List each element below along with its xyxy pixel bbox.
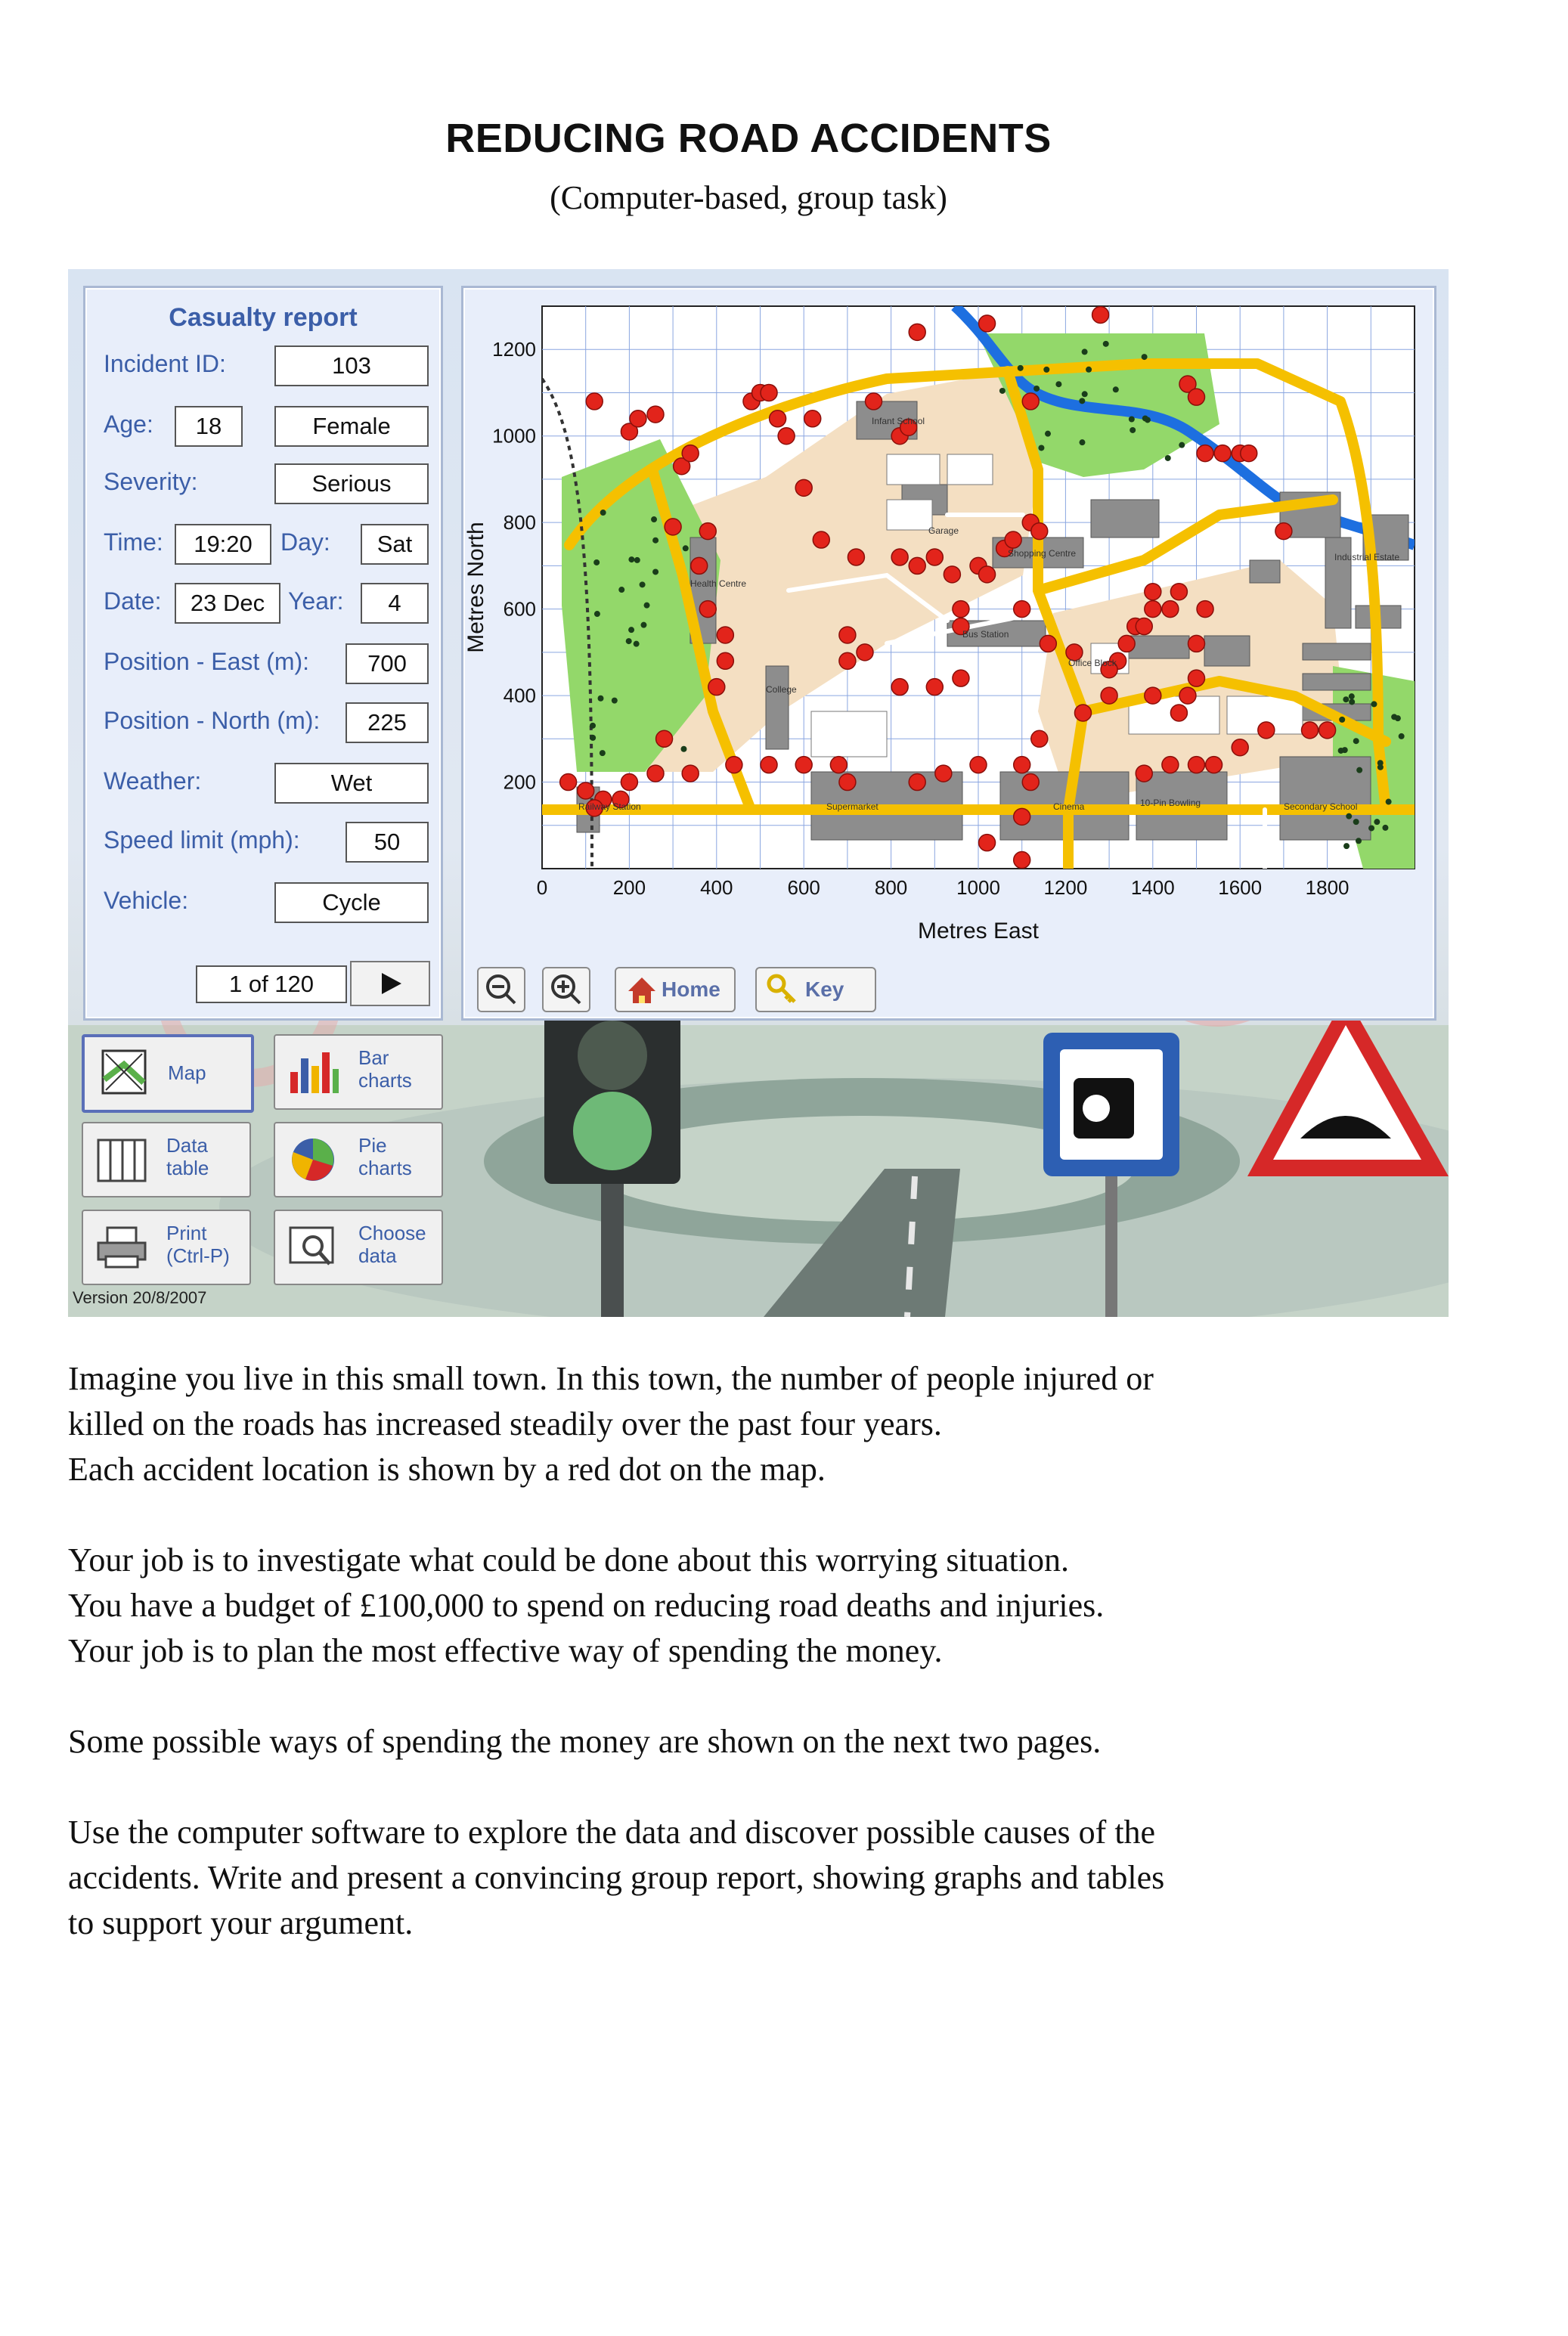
page-subtitle: (Computer-based, group task): [550, 179, 947, 216]
accident-marker[interactable]: [848, 549, 864, 565]
y-tick-label: 200: [503, 770, 536, 794]
accident-marker[interactable]: [1214, 445, 1231, 462]
tree-icon: [652, 569, 658, 575]
tree-icon: [590, 735, 596, 741]
record-counter: 1 of 120: [196, 965, 347, 1003]
zoom-in-button[interactable]: [542, 967, 590, 1012]
accident-marker[interactable]: [1014, 757, 1030, 773]
map-panel: [461, 286, 1436, 1021]
accident-marker[interactable]: [1022, 393, 1039, 410]
accident-marker[interactable]: [717, 627, 733, 643]
year-label: Year:: [288, 587, 344, 615]
cinema-label: Cinema: [1053, 801, 1085, 812]
health-centre-label: Health Centre: [690, 578, 747, 589]
accident-marker[interactable]: [691, 557, 708, 574]
zoom-out-button[interactable]: [477, 967, 525, 1012]
tree-icon: [1082, 349, 1088, 355]
print-button[interactable]: [82, 1210, 251, 1285]
report-title: Casualty report: [169, 303, 358, 332]
tree-icon: [1343, 696, 1349, 702]
day-field[interactable]: Sat: [361, 524, 429, 565]
tree-icon: [1129, 417, 1135, 423]
accident-marker[interactable]: [630, 411, 646, 427]
time-field[interactable]: 19:20: [175, 524, 271, 565]
accident-marker[interactable]: [1188, 389, 1205, 405]
tree-icon: [652, 538, 658, 544]
tree-icon: [1371, 701, 1377, 707]
accident-marker[interactable]: [647, 406, 664, 423]
accident-marker[interactable]: [1040, 635, 1056, 652]
pie-chart-icon: [287, 1137, 340, 1182]
paragraph-line: Some possible ways of spending the money are shown on the next two pages.: [68, 1723, 1102, 1760]
casualty-report-panel: [83, 286, 443, 1021]
town-map[interactable]: [463, 288, 1434, 953]
tree-icon: [594, 611, 600, 617]
incident-id-field[interactable]: 103: [274, 345, 429, 386]
paragraph-line: Each accident location is shown by a red dot on the map.: [68, 1451, 826, 1488]
accident-marker[interactable]: [979, 566, 996, 583]
tree-icon: [1374, 819, 1380, 825]
home-label: Home: [662, 977, 720, 1001]
accident-marker[interactable]: [970, 757, 987, 773]
accident-marker[interactable]: [979, 315, 996, 332]
table-icon: [95, 1137, 148, 1182]
accident-marker[interactable]: [795, 479, 812, 496]
zoom-in-icon: [544, 968, 589, 1011]
play-arrow-icon: [352, 962, 429, 1005]
x-tick-label: 1000: [956, 876, 1000, 899]
tree-icon: [1386, 799, 1392, 805]
paragraph-instructions: [68, 1810, 1474, 1946]
accident-marker[interactable]: [1179, 687, 1196, 704]
incident-id-label: Incident ID:: [104, 350, 226, 377]
tree-icon: [1055, 381, 1061, 387]
accident-marker[interactable]: [1022, 774, 1039, 791]
accident-marker[interactable]: [778, 428, 795, 445]
version-label: Version 20/8/2007: [73, 1288, 207, 1307]
accident-marker[interactable]: [839, 652, 856, 669]
x-tick-label: 600: [787, 876, 820, 899]
severity-field[interactable]: Serious: [274, 463, 429, 504]
home-icon: [622, 968, 660, 1011]
accident-marker[interactable]: [578, 782, 594, 799]
tree-icon: [598, 696, 604, 702]
accident-marker[interactable]: [1302, 722, 1319, 739]
tree-icon: [1082, 391, 1088, 397]
accident-marker[interactable]: [560, 774, 577, 791]
tree-icon: [640, 622, 646, 628]
paragraph-line: Imagine you live in this small town. In this town, the number of people injured or: [68, 1360, 1154, 1397]
tree-icon: [634, 641, 640, 647]
paragraph-task: [68, 1538, 1474, 1674]
railway-station-label: Railway Station: [578, 801, 641, 812]
x-tick-label: 200: [612, 876, 646, 899]
shopping-centre-label: Shopping Centre: [1008, 548, 1077, 559]
data-table-label: Data table: [166, 1134, 209, 1179]
x-tick-label: 1600: [1218, 876, 1263, 899]
tree-icon: [1165, 455, 1171, 461]
tree-icon: [628, 627, 634, 633]
y-tick-label: 1200: [492, 338, 536, 361]
tree-icon: [1142, 354, 1148, 360]
bar-charts-button[interactable]: [274, 1034, 443, 1110]
tree-icon: [1045, 431, 1051, 437]
y-axis-label: Metres North: [463, 522, 488, 653]
tree-icon: [618, 587, 624, 593]
accident-marker[interactable]: [839, 774, 856, 791]
paragraph-line: Your job is to plan the most effective way of spending the money.: [68, 1632, 943, 1669]
map-button[interactable]: [82, 1034, 254, 1113]
tree-icon: [1043, 367, 1049, 373]
tree-icon: [1038, 445, 1044, 451]
tree-icon: [651, 516, 657, 522]
date-field[interactable]: 23 Dec: [175, 583, 280, 624]
accident-marker[interactable]: [1275, 523, 1292, 540]
tree-icon: [1033, 386, 1040, 392]
pie-charts-label: Pie charts: [358, 1134, 412, 1179]
industrial-estate-label: Industrial Estate: [1334, 552, 1400, 562]
accident-marker[interactable]: [1188, 757, 1205, 773]
vehicle-label: Vehicle:: [104, 887, 189, 914]
accident-marker[interactable]: [909, 324, 925, 340]
tree-icon: [680, 746, 686, 752]
accident-marker[interactable]: [804, 411, 821, 427]
x-axis-label: Metres East: [917, 919, 1040, 943]
tree-icon: [1142, 415, 1148, 421]
accident-marker[interactable]: [1145, 601, 1161, 618]
garage-label: Garage: [928, 525, 959, 536]
tree-icon: [593, 559, 600, 565]
paragraph-line: accidents. Write and present a convincing group report, showing graphs and tables: [68, 1859, 1165, 1896]
accident-marker[interactable]: [1074, 705, 1091, 721]
college-label: College: [766, 684, 797, 695]
tree-icon: [1349, 693, 1355, 699]
accident-marker[interactable]: [909, 774, 925, 791]
accident-marker[interactable]: [699, 523, 716, 540]
accident-marker[interactable]: [909, 557, 925, 574]
accident-marker[interactable]: [770, 411, 786, 427]
data-table-button[interactable]: [82, 1122, 251, 1197]
tree-icon: [626, 638, 632, 644]
accident-marker[interactable]: [1162, 757, 1179, 773]
tree-icon: [999, 388, 1006, 394]
page-title: REDUCING ROAD ACCIDENTS: [445, 116, 1052, 161]
magnifier-icon: [287, 1225, 340, 1270]
accident-marker[interactable]: [1005, 531, 1021, 548]
accident-marker[interactable]: [866, 393, 882, 410]
y-tick-label: 600: [503, 597, 536, 621]
accident-marker[interactable]: [813, 531, 829, 548]
paragraph-line: You have a budget of £100,000 to spend on reducing road deaths and injuries.: [68, 1587, 1105, 1624]
year-field[interactable]: 4: [361, 583, 429, 624]
accident-marker[interactable]: [1188, 670, 1205, 686]
tree-icon: [1353, 738, 1359, 744]
tree-icon: [1086, 367, 1092, 373]
position-east-label: Position - East (m):: [104, 648, 310, 675]
tree-icon: [1079, 439, 1085, 445]
tree-icon: [1353, 819, 1359, 825]
tree-icon: [1382, 825, 1388, 831]
tree-icon: [600, 750, 606, 756]
bus-station-label: Bus Station: [962, 629, 1009, 640]
accident-marker[interactable]: [656, 730, 673, 747]
tree-icon: [634, 557, 640, 563]
accident-marker[interactable]: [647, 765, 664, 782]
home-button[interactable]: [615, 967, 736, 1012]
accident-marker[interactable]: [761, 757, 777, 773]
key-button[interactable]: [755, 967, 876, 1012]
tree-icon: [1179, 442, 1185, 448]
tree-icon: [1342, 747, 1348, 753]
tree-icon: [1349, 699, 1355, 705]
accident-marker[interactable]: [665, 519, 681, 535]
office-block-label: Office Block: [1068, 658, 1117, 668]
x-tick-label: 1400: [1130, 876, 1175, 899]
supermarket-label: Supermarket: [826, 801, 879, 812]
tree-icon: [1399, 733, 1405, 739]
tree-icon: [590, 723, 596, 729]
paragraph-options: [68, 1719, 1474, 1764]
accident-marker[interactable]: [682, 445, 699, 462]
tree-icon: [1103, 341, 1109, 347]
accident-marker[interactable]: [1101, 687, 1117, 704]
severity-label: Severity:: [104, 468, 198, 495]
tree-icon: [600, 510, 606, 516]
tree-icon: [612, 698, 618, 704]
weather-field[interactable]: Wet: [274, 763, 429, 804]
y-tick-label: 800: [503, 511, 536, 534]
infant-school-label: Infant School: [872, 416, 925, 426]
y-tick-label: 400: [503, 684, 536, 708]
position-east-field[interactable]: 700: [346, 643, 429, 684]
accident-marker[interactable]: [621, 774, 637, 791]
accident-marker[interactable]: [1145, 687, 1161, 704]
accident-marker[interactable]: [1014, 852, 1030, 869]
age-field[interactable]: 18: [175, 406, 243, 447]
tree-icon: [1113, 386, 1119, 392]
position-north-field[interactable]: 225: [346, 702, 429, 743]
accident-marker[interactable]: [717, 652, 733, 669]
tree-icon: [1339, 717, 1345, 723]
accident-marker[interactable]: [726, 757, 742, 773]
x-tick-label: 1800: [1305, 876, 1350, 899]
paragraph-line: killed on the roads has increased steadily over the past four years.: [68, 1405, 942, 1442]
x-tick-label: 400: [700, 876, 733, 899]
bar-chart-icon: [287, 1049, 340, 1095]
accident-marker[interactable]: [891, 549, 908, 565]
vehicle-field[interactable]: Cycle: [274, 882, 429, 923]
x-tick-label: 0: [536, 876, 548, 899]
accident-marker[interactable]: [1170, 584, 1187, 600]
tree-icon: [1346, 813, 1352, 819]
paragraph-line: Use the computer software to explore the data and discover possible causes of the: [68, 1814, 1156, 1851]
weather-label: Weather:: [104, 767, 202, 795]
accident-marker[interactable]: [1145, 584, 1161, 600]
accident-marker[interactable]: [1197, 445, 1213, 462]
accident-marker[interactable]: [761, 384, 777, 401]
secondary-school-label: Secondary School: [1284, 801, 1358, 812]
y-tick-label: 1000: [492, 424, 536, 448]
accident-marker[interactable]: [699, 601, 716, 618]
choose-data-button[interactable]: [274, 1210, 443, 1285]
app-screenshot: [68, 269, 1449, 1317]
accident-marker[interactable]: [708, 679, 725, 696]
accident-marker[interactable]: [1241, 445, 1257, 462]
accident-marker[interactable]: [1136, 765, 1152, 782]
print-label: Print (Ctrl-P): [166, 1222, 230, 1267]
map-icon: [101, 1049, 147, 1095]
position-north-label: Position - North (m):: [104, 707, 321, 734]
accident-marker[interactable]: [1206, 757, 1222, 773]
tree-icon: [1356, 838, 1362, 844]
accident-marker[interactable]: [935, 765, 952, 782]
key-label: Key: [805, 977, 844, 1001]
accident-marker[interactable]: [1170, 705, 1187, 721]
tree-icon: [1377, 764, 1384, 770]
paragraph-line: Your job is to investigate what could be done about this worrying situation.: [68, 1541, 1069, 1579]
accident-marker[interactable]: [953, 601, 969, 618]
tree-icon: [1356, 767, 1362, 773]
tree-icon: [1018, 365, 1024, 371]
date-label: Date:: [104, 587, 162, 615]
tree-icon: [1391, 714, 1397, 720]
accident-marker[interactable]: [795, 757, 812, 773]
accident-marker[interactable]: [1197, 601, 1213, 618]
accident-marker[interactable]: [953, 670, 969, 686]
accident-marker[interactable]: [1319, 722, 1336, 739]
accident-marker[interactable]: [1031, 730, 1048, 747]
tree-icon: [1079, 398, 1085, 404]
tree-icon: [683, 545, 689, 551]
tree-icon: [1130, 427, 1136, 433]
accident-marker[interactable]: [1258, 722, 1275, 739]
tree-icon: [644, 603, 650, 609]
key-icon: [763, 968, 801, 1011]
accident-marker[interactable]: [830, 757, 847, 773]
tree-icon: [1368, 825, 1374, 831]
accident-marker[interactable]: [1014, 601, 1030, 618]
accident-marker[interactable]: [891, 679, 908, 696]
accident-marker[interactable]: [926, 549, 943, 565]
paragraph-intro: [68, 1356, 1474, 1492]
map-button-label: Map: [168, 1061, 206, 1084]
gender-field[interactable]: Female: [274, 406, 429, 447]
accident-marker[interactable]: [1014, 808, 1030, 825]
next-record-button[interactable]: [350, 961, 430, 1006]
accident-marker[interactable]: [926, 679, 943, 696]
time-label: Time:: [104, 528, 163, 556]
accident-marker[interactable]: [1232, 739, 1248, 756]
accident-marker[interactable]: [839, 627, 856, 643]
accident-marker[interactable]: [1188, 635, 1205, 652]
day-label: Day:: [280, 528, 330, 556]
accident-marker[interactable]: [944, 566, 960, 583]
accident-marker[interactable]: [1136, 618, 1152, 635]
tree-icon: [628, 556, 634, 562]
printer-icon: [95, 1225, 148, 1270]
accident-marker[interactable]: [979, 835, 996, 851]
accident-marker[interactable]: [1162, 601, 1179, 618]
accident-marker[interactable]: [1118, 635, 1135, 652]
accident-marker[interactable]: [1092, 306, 1109, 323]
x-tick-label: 800: [874, 876, 908, 899]
accident-marker[interactable]: [1031, 523, 1048, 540]
choose-data-label: Choose data: [358, 1222, 426, 1267]
accident-marker[interactable]: [586, 393, 603, 410]
age-label: Age:: [104, 411, 153, 438]
pie-charts-button[interactable]: [274, 1122, 443, 1197]
tree-icon: [1343, 843, 1350, 849]
paragraph-line: to support your argument.: [68, 1904, 414, 1941]
speed-limit-label: Speed limit (mph):: [104, 826, 300, 854]
zoom-out-icon: [479, 968, 524, 1011]
speed-limit-field[interactable]: 50: [346, 822, 429, 863]
x-tick-label: 1200: [1043, 876, 1088, 899]
accident-marker[interactable]: [682, 765, 699, 782]
accident-marker[interactable]: [857, 644, 873, 661]
bowling-label: 10-Pin Bowling: [1140, 798, 1201, 808]
tree-icon: [640, 581, 646, 587]
bar-charts-label: Bar charts: [358, 1046, 412, 1092]
